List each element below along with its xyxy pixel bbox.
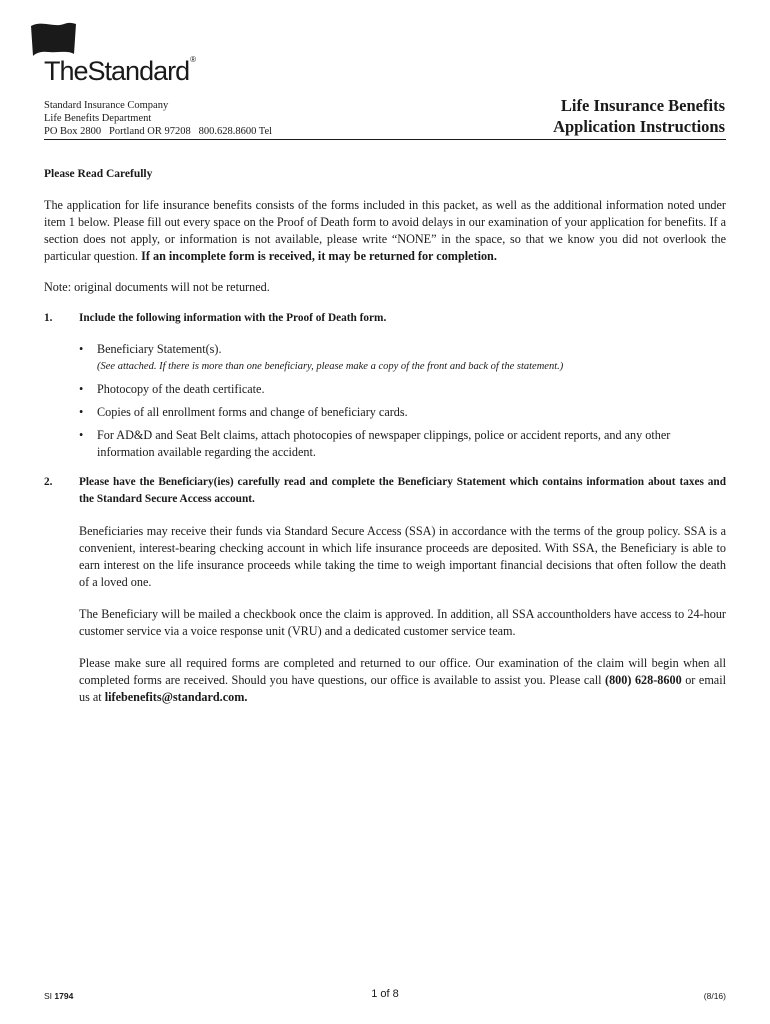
contact-paragraph (44, 655, 726, 706)
ssa-paragraph: Beneficiaries may receive their funds via Standard Secure Access (SSA) in accordance with the terms of the group policy. SSA is a convenient, interest-bearing checking account in which life insurance proceeds are deposited. With SSA, the Beneficiary is able to earn interest on the life insurance proceeds while taking the time to weigh important financial decisions that often follow the death of a loved one. (79, 524, 726, 589)
section-2-heading (44, 474, 726, 508)
logo-registered-mark: ® (190, 55, 196, 64)
bullet-icon: • (79, 428, 84, 442)
phone-number: (800) 628-8600 (605, 673, 682, 687)
list-item-note: (See attached. If there is more than one beneficiary, please make a copy of the front and back of the statement.) (97, 361, 564, 372)
address-line-1: Standard Insurance Company (44, 100, 169, 111)
list-item (79, 381, 726, 398)
checkbook-paragraph: The Beneficiary will be mailed a checkbook once the claim is approved. In addition, all SSA accountholders have access to 24-hour customer service via a voice response unit (VRU) and a dedicated customer service team. (79, 607, 726, 638)
form-code: 1794 (54, 991, 74, 1001)
intro-bold-text: If an incomplete form is received, it may be returned for completion. (141, 249, 497, 263)
document-body (44, 166, 726, 706)
address-line-2: Life Benefits Department (44, 113, 152, 124)
company-logo (44, 55, 196, 86)
intro-paragraph (44, 197, 726, 265)
section-1-number: 1. (44, 312, 53, 324)
section-2-title: Please have the Beneficiary(ies) carefully read and complete the Beneficiary Statement which contains information about taxes and the Standard Secure Access account. (79, 476, 726, 505)
bullet-icon: • (79, 342, 84, 356)
flag-icon (28, 20, 78, 58)
list-item-text: Copies of all enrollment forms and change of beneficiary cards. (97, 405, 408, 419)
title-line-2: Application Instructions (553, 117, 725, 136)
note-text: Note: original documents will not be returned. (44, 280, 270, 294)
list-item (79, 341, 726, 375)
list-item (79, 404, 726, 421)
title-line-1: Life Insurance Benefits (560, 96, 725, 115)
section-1-heading (44, 310, 726, 327)
header-divider (44, 139, 726, 140)
company-address (44, 99, 272, 138)
revision-date: (8/16) (703, 991, 726, 1001)
list-item (79, 427, 726, 461)
logo-the: The (44, 56, 88, 86)
page-number: 1 of 8 (371, 988, 399, 1000)
bullet-icon: • (79, 405, 84, 419)
section-heading: Please Read Carefully (44, 168, 153, 180)
contact-text-b: or email us at (79, 673, 726, 704)
intro-text: The application for life insurance benefits consists of the forms included in this packet, as well as the additional information noted under item 1 below. Please fill out every space on the Proof of Death form to avoid delays in our examination of your application for benefits. If a section does not apply, or information is not available, please write “NONE” in the space, so that we know you did not overlook the particular question. (44, 198, 726, 263)
address-line-3: PO Box 2800 Portland OR 97208 800.628.8600 Tel (44, 126, 273, 137)
logo-standard: Standard (87, 56, 190, 86)
section-1-title: Include the following information with the Proof of Death form. (79, 312, 387, 324)
email-address: lifebenefits@standard.com. (104, 690, 248, 704)
list-item-text: Beneficiary Statement(s). (97, 342, 222, 356)
list-item-text: For AD&D and Seat Belt claims, attach photocopies of newspaper clippings, police or accident reports, and any other information available regarding the accident. (97, 428, 671, 459)
form-prefix: SI (44, 991, 53, 1001)
list-item-text: Photocopy of the death certificate. (97, 382, 265, 396)
section-1-list (44, 341, 726, 461)
contact-text-a: Please make sure all required forms are completed and returned to our office. Our examination of the claim will begin when all completed forms are received. Should you have questions, our office is available to assist you. Please call (79, 656, 726, 687)
section-2-number: 2. (44, 476, 53, 488)
document-title (553, 95, 725, 137)
bullet-icon: • (79, 382, 84, 396)
